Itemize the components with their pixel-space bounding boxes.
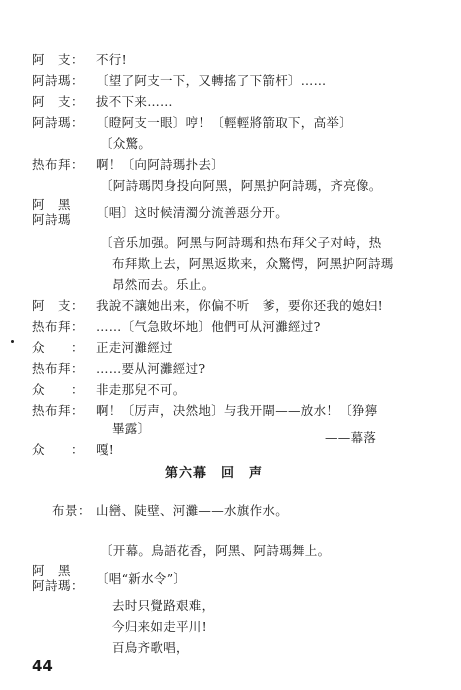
line-text: 我說不讓她出来，你偏不听 爹，要你还我的媳妇! [96, 298, 383, 313]
line-text: 嘎! [96, 442, 115, 457]
act-title: 第六幕 回 声 [165, 466, 264, 481]
speaker-b: 阿詩瑪： [32, 578, 85, 593]
line-text: 啊！〔向阿詩瑪扑去〕 [96, 157, 225, 172]
speaker: 热布拜： [32, 403, 85, 418]
speaker: 阿詩瑪： [32, 115, 85, 130]
line-text: 拔不下来…… [96, 94, 173, 109]
line-text: 〔望了阿支一下，又轉搖了下箭杆〕…… [96, 73, 327, 88]
direction-text: 〔音乐加强。阿黑与阿詩瑪和热布拜父子对峙，热 [100, 235, 382, 250]
verse-line: 百鳥齐歌唱， [112, 640, 189, 655]
speaker: 众 ： [32, 442, 85, 457]
direction-text: 昂然而去。乐止。 [112, 277, 215, 292]
line-text: 〔瞪阿支一眼〕哼！〔輕輕將箭取下，高举〕 [96, 115, 353, 130]
speaker: 热布拜： [32, 157, 85, 172]
line-text: 畢露〕 [112, 421, 151, 436]
setting-text: 山巒、陡壁、河灘——水旗作水。 [96, 503, 289, 518]
setting-label: 布景： [52, 503, 92, 518]
line-text: ……要从河灘經过? [96, 361, 206, 376]
page-speck [11, 340, 14, 343]
line-text: 啊！〔厉声，决然地〕与我开閘——放水！〔狰獰 [96, 403, 378, 418]
song-title: 〔唱“新水令”〕 [96, 571, 187, 586]
line-text: 非走那兒不可。 [96, 382, 186, 397]
speaker: 众 ： [32, 340, 85, 355]
speaker: 阿詩瑪： [32, 73, 85, 88]
speaker-b: 阿詩瑪 [32, 212, 72, 227]
line-text: 不行! [96, 52, 127, 67]
speaker: 众 ： [32, 382, 85, 397]
direction-text: 〔众驚。 [100, 136, 152, 151]
speaker: 阿 支： [32, 94, 85, 109]
page-number: 44 [32, 657, 53, 675]
direction-text: 〔阿詩瑪閃身投向阿黑，阿黑护阿詩瑪，齐亮像。 [100, 178, 382, 193]
speaker-a: 阿 黑 [32, 563, 72, 578]
verse-line: 今归来如走平川! [112, 619, 207, 634]
speaker: 热布拜： [32, 319, 85, 334]
direction-text: 〔开幕。鳥語花香，阿黑、阿詩瑪舞上。 [100, 543, 331, 558]
speaker-a: 阿 黑 [32, 197, 72, 212]
direction-text: 布拜欺上去，阿黑返欺来，众驚愕，阿黑护阿詩瑪 [112, 256, 394, 271]
speaker: 阿 支： [32, 298, 85, 313]
line-text: ……〔气急敗坏地〕他們可从河灘經过? [96, 319, 321, 334]
speaker: 阿 支： [32, 52, 85, 67]
line-text: 〔唱〕这时候清濁分流善惡分开。 [96, 205, 289, 220]
speaker: 热布拜： [32, 361, 85, 376]
curtain-falls: ——幕落 [325, 430, 377, 445]
line-text: 正走河灘經过 [96, 340, 173, 355]
verse-line: 去时只覺路艰难， [112, 598, 215, 613]
